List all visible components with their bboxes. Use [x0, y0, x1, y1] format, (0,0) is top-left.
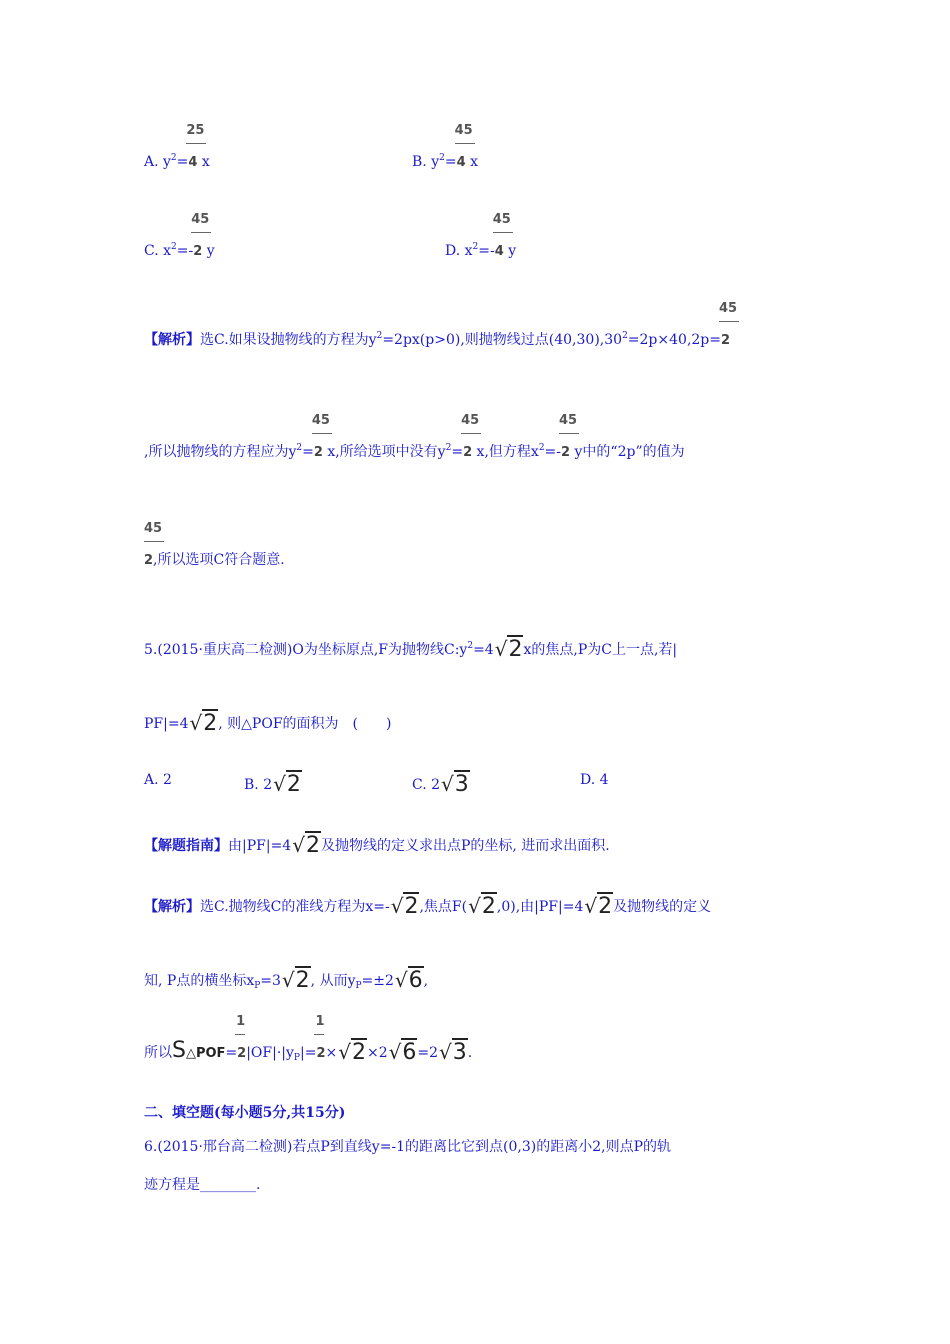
option-a: A. $y^2=$ 25 4 x	[144, 123, 210, 170]
sqrt-2: √2	[281, 968, 310, 993]
sqrt-2: √2	[494, 637, 523, 662]
option-b: B. $y^2=$ 45 4 x	[412, 123, 478, 170]
sqrt-6: √6	[394, 968, 423, 993]
q5-line2: PF|=4√2, 则△POF的面积为 ( )	[144, 711, 392, 736]
option-d: D. $x^2=-$ 45 4 y	[445, 212, 517, 259]
q6-line2: 迹方程是________.	[144, 1177, 261, 1193]
sqrt-2: √2	[584, 894, 613, 919]
section-heading: 二、填空题(每小题5分,共15分)	[144, 1105, 346, 1121]
q5-option-a: A. 2	[144, 772, 172, 788]
q5-option-d: D. 4	[580, 772, 609, 788]
sqrt-2: √2	[189, 711, 218, 736]
hint-line: 【解题指南】由|PF|=4√2及抛物线的定义求出点P的坐标, 进而求出面积.	[144, 833, 610, 858]
option-c: C. $x^2=-$ 45 2 y	[144, 212, 215, 259]
sqrt-3: √3	[439, 1040, 467, 1065]
analysis5-line1: 【解析】选C.抛物线C的准线方程为x=-√2,焦点F(√2,0),由|PF|=4√2及抛物线的定义	[144, 894, 712, 919]
analysis4-line2: ,所以抛物线的方程应为$y^2=$ 45 2 x,所给选项中没有$y^2=$ 45 2 x,但方程$x^2=-$ 45 2 y中的“2p”的值为	[144, 413, 685, 460]
analysis4-line3: 45 2,所以选项C符合题意.	[144, 521, 285, 568]
analysis5-line2: 知, P点的横坐标$x_P=3√2$, 从而$y_P=\pm 2√6$,	[144, 968, 429, 993]
q5-option-b: B. 2√2	[244, 772, 301, 797]
sqrt-6: √6	[388, 1040, 417, 1065]
analysis4-line1: 【解析】选C.如果设抛物线的方程为$y^2=2px(p>0)$,则抛物线过点$(40,30),30^2=2p\times 40,2p=$ 45 2	[144, 301, 738, 348]
sqrt-2: √2	[338, 1040, 366, 1065]
sqrt-2: √2	[292, 833, 320, 858]
sqrt-3: √3	[441, 772, 469, 797]
sqrt-2: √2	[390, 894, 419, 919]
q5-line1: 5.(2015·重庆高二检测)O为坐标原点,F为抛物线$C:y^2=4√2x$的焦点,P为C上一点,若|	[144, 637, 678, 662]
sqrt-2: √2	[468, 894, 496, 919]
q5-option-c: C. 2√3	[412, 772, 469, 797]
analysis5-line3: 所以S△POF= 1 $2|OF|\cdot|y_P|=$ 1 2×√2×2√6=2√3.	[144, 1014, 473, 1065]
q6-line1: 6.(2015·邢台高二检测)若点P到直线y=-1的距离比它到点(0,3)的距离小2,则点P的轨	[144, 1139, 672, 1155]
sqrt-2: √2	[273, 772, 301, 797]
